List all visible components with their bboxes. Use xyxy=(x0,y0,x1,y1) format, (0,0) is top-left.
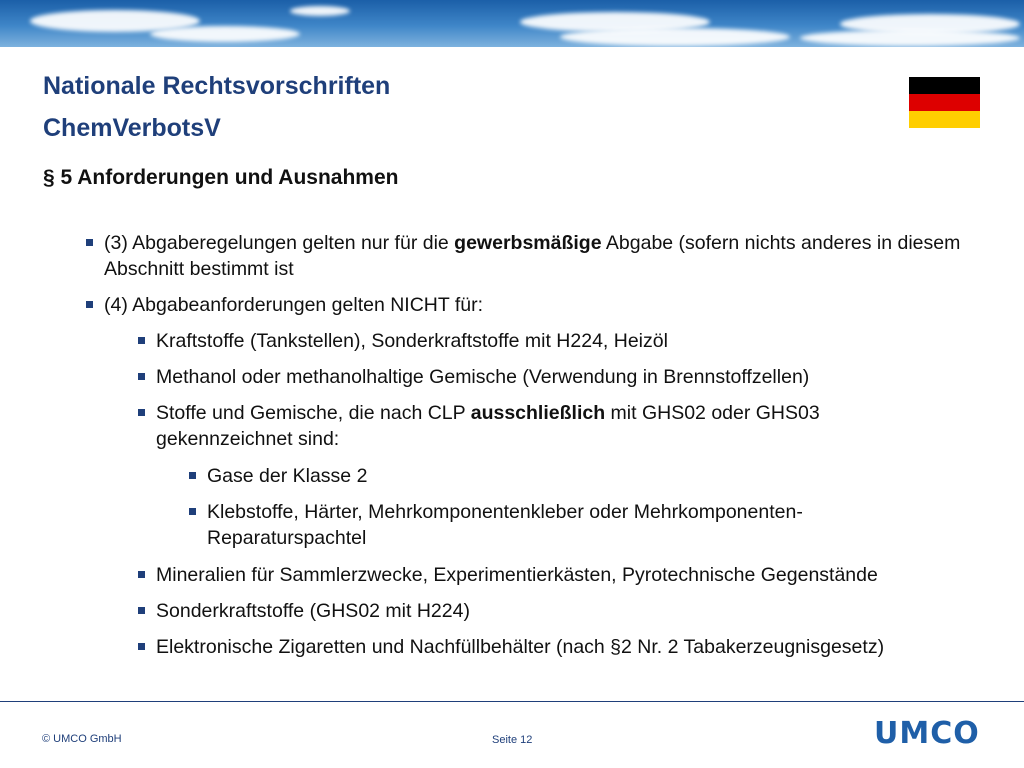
section-title: § 5 Anforderungen und Ausnahmen xyxy=(43,166,399,189)
umco-logo: UMCO xyxy=(874,716,980,751)
text-segment: Elektronische Zigaretten und Nachfüllbehälter (nach §2 Nr. 2 Tabakerzeugnisgesetz) xyxy=(156,636,885,658)
page-title: Nationale Rechtsvorschriften xyxy=(43,72,391,100)
flag-stripe-gold xyxy=(909,111,980,128)
list-item-text xyxy=(156,364,1016,390)
list-item xyxy=(104,292,1009,318)
copyright-text: © UMCO GmbH xyxy=(42,733,122,745)
page-subtitle: ChemVerbotsV xyxy=(43,114,221,142)
bullet-icon xyxy=(138,409,145,416)
list-item-text xyxy=(156,328,1016,354)
german-flag-icon xyxy=(909,77,980,128)
text-segment: Mineralien für Sammlerzwecke, Experimentierkästen, Pyrotechnische Gegenstände xyxy=(156,564,878,586)
list-item xyxy=(156,400,946,452)
bullet-icon xyxy=(189,508,196,515)
text-segment: Sonderkraftstoffe (GHS02 mit H224) xyxy=(156,600,470,622)
text-segment: mit GHS02 oder GHS03 gekennzeichnet sind: xyxy=(156,402,820,450)
cloud-decoration xyxy=(560,28,790,46)
flag-stripe-black xyxy=(909,77,980,94)
list-item xyxy=(156,364,1016,390)
text-segment: Methanol oder methanolhaltige Gemische (Verwendung in Brennstoffzellen) xyxy=(156,366,810,388)
list-item-text xyxy=(156,562,1016,588)
cloud-decoration xyxy=(150,26,300,42)
list-item xyxy=(156,598,1016,624)
page-number: Seite 12 xyxy=(492,734,533,746)
cloud-decoration xyxy=(800,30,1020,46)
text-segment: (3) Abgaberegelungen gelten nur für die xyxy=(104,232,455,254)
bullet-icon xyxy=(138,373,145,380)
text-segment: (4) Abgabeanforderungen gelten NICHT für: xyxy=(104,294,484,316)
cloud-decoration xyxy=(290,6,350,16)
text-segment: Abgabe (sofern nichts anderes in diesem Abschnitt bestimmt ist xyxy=(104,232,961,280)
text-segment: Kraftstoffe (Tankstellen), Sonderkraftstoffe mit H224, Heizöl xyxy=(156,330,668,352)
bullet-icon xyxy=(86,301,93,308)
list-item xyxy=(104,230,1009,282)
list-item-text xyxy=(104,292,1009,318)
footer-divider xyxy=(0,701,1024,702)
emphasis-text: ausschließlich xyxy=(470,402,606,424)
text-segment: Gase der Klasse 2 xyxy=(207,465,368,487)
list-item-text xyxy=(156,400,946,452)
list-item xyxy=(207,499,922,551)
bullet-icon xyxy=(189,472,196,479)
list-item-text xyxy=(156,598,1016,624)
list-item xyxy=(156,634,1021,660)
bullet-icon xyxy=(138,643,145,650)
list-item xyxy=(156,562,1016,588)
list-item xyxy=(156,328,1016,354)
text-segment: Klebstoffe, Härter, Mehrkomponentenkleber oder Mehrkomponenten-Reparaturspachtel xyxy=(207,501,803,549)
list-item-text xyxy=(104,230,1009,282)
bullet-icon xyxy=(138,571,145,578)
sky-banner xyxy=(0,0,1024,47)
bullet-icon xyxy=(138,337,145,344)
bullet-icon xyxy=(86,239,93,246)
bullet-icon xyxy=(138,607,145,614)
list-item-text xyxy=(156,634,1021,660)
list-item-text xyxy=(207,499,922,551)
flag-stripe-red xyxy=(909,94,980,111)
list-item-text xyxy=(207,463,1007,489)
list-item xyxy=(207,463,1007,489)
text-segment: Stoffe und Gemische, die nach CLP xyxy=(156,402,471,424)
emphasis-text: gewerbsmäßige xyxy=(454,232,602,254)
